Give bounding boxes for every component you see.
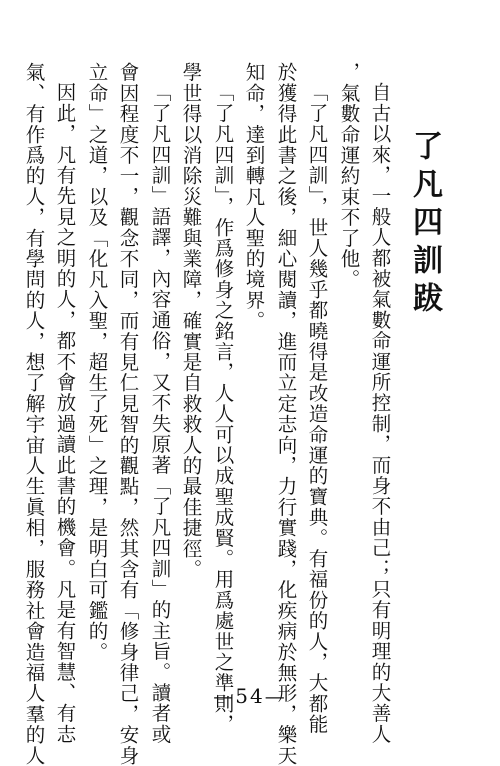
page-number: —54— [213,684,287,708]
page-title: 了凡四訓跋 [407,130,442,320]
text-column-5: 知命，達到轉凡人聖的境界。 [242,62,266,332]
text-column-9: 會因程度不一，觀念不同，而有見仁見智的觀點，然其含有「修身律己，安身 [116,62,140,766]
text-column-12: 氣、有作爲的人，有學問的人，想了解宇宙人生眞相，服務社會造福人羣的人 [22,62,46,766]
text-column-4: 於獲得此書之後，細心閱讀，進而立定志向，力行實踐，化疾病於無形，樂天 [274,62,298,766]
text-column-3: 「了凡四訓」，世人幾乎都曉得是改造命運的寶典。有福份的人，大都能 [305,82,329,735]
text-column-7: 學世得以消除災難與業障，確實是自救救人的最佳捷徑。 [179,62,203,580]
text-column-6: 「了凡四訓」，作爲修身之銘言，人人可以成聖成賢。用爲處世之準則， [211,82,235,735]
text-column-10: 立命」之道，以及「化凡入聖，超生了死」之理，是明白可鑑的。 [85,62,109,663]
text-column-2: ，氣數命運約束不了他。 [337,62,361,290]
text-column-8: 「了凡四訓」語譯，內容通俗，又不失原著「了凡四訓」的主旨。讀者或 [148,82,172,745]
text-column-11: 因此，凡有先見之明的人，都不會放過讀此書的機會。凡是有智慧、有志 [53,82,77,745]
text-column-1: 自古以來，一般人都被氣數命運所控制，而身不由己；只有明理的大善人 [368,82,392,745]
